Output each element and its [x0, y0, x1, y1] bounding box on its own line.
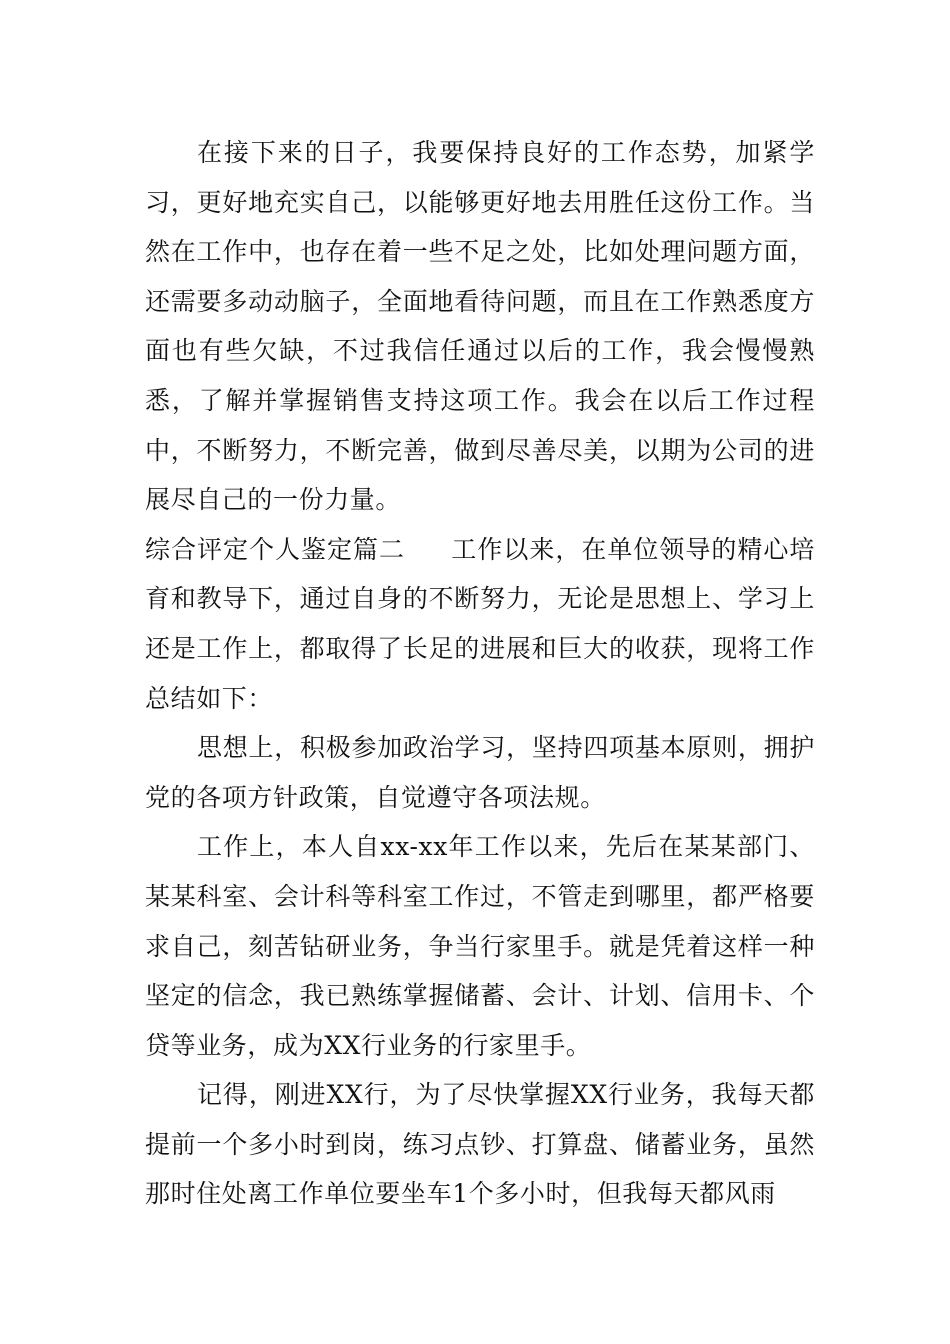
section-title: 综合评定个人鉴定篇二: [145, 534, 405, 564]
paragraph-work: 工作上，本人自xx-xx年工作以来，先后在某某部门、某某科室、会计科等科室工作过，不管走到哪里，都严格要求自己，刻苦钻研业务，争当行家里手。就是凭着这样一种坚定的信念，我已熟练掌握储蓄、会计、计划、信用卡、个贷等业务，成为XX行业务的行家里手。: [145, 832, 815, 1060]
paragraph-memory: 记得，刚进XX行，为了尽快掌握XX行业务，我每天都提前一个多小时到岗，练习点钞、打算盘、储蓄业务，虽然那时住处离工作单位要坐车1个多小时，但我每天都风雨: [145, 1080, 815, 1209]
paragraph-ideology: 思想上，积极参加政治学习，坚持四项基本原则，拥护党的各项方针政策，自觉遵守各项法规。: [145, 733, 815, 812]
paragraph-closing: 在接下来的日子，我要保持良好的工作态势，加紧学习，更好地充实自己，以能够更好地去用胜任这份工作。当然在工作中，也存在着一些不足之处，比如处理问题方面，还需要多动动脑子，全面地看待问题，而且在工作熟悉度方面也有些欠缺，不过我信任通过以后的工作，我会慢慢熟悉，了解并掌握销售支持这项工作。我会在以后工作过程中，不断努力，不断完善，做到尽善尽美，以期为公司的进展尽自己的一份力量。: [145, 138, 815, 515]
section-intro: 工作以来，在单位领导的精心培育和教导下，通过自身的不断努力，无论是思想上、学习上还是工作上，都取得了长足的进展和巨大的收获，现将工作总结如下：: [145, 534, 815, 713]
document-body: [145, 128, 815, 1219]
section-paragraph: [145, 525, 815, 723]
